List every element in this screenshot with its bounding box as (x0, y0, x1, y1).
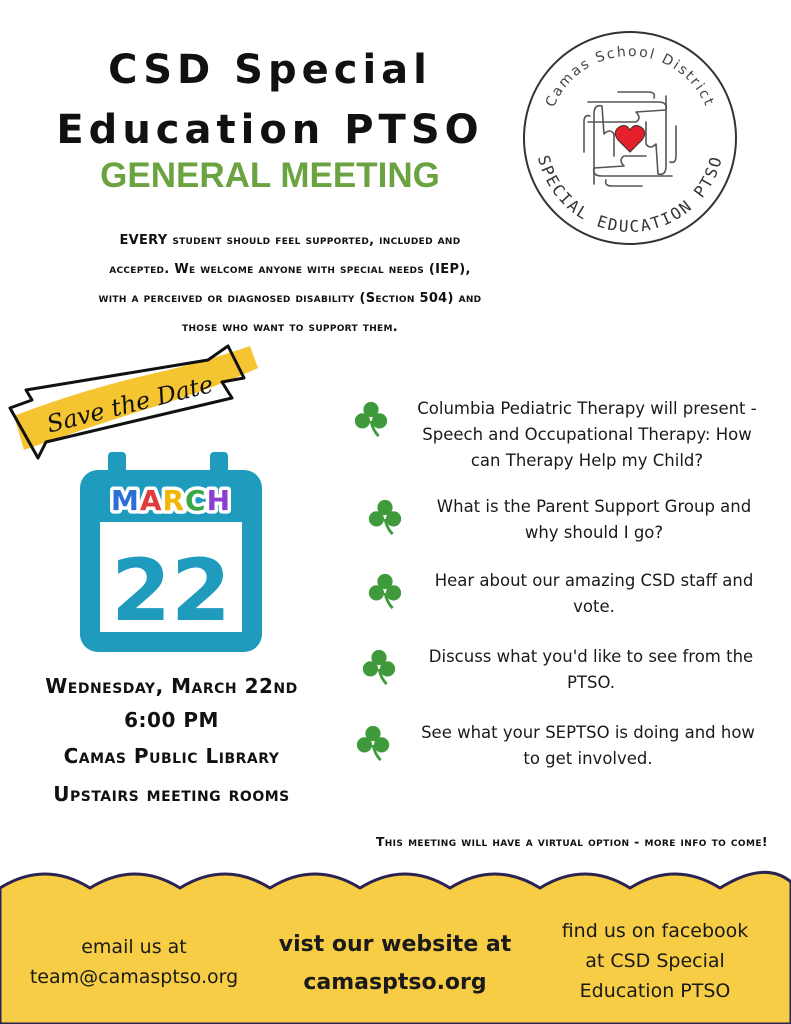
agenda-line: PTSO. (566, 673, 616, 692)
banner-text: Save the Date (43, 370, 217, 439)
website-label: vist our website at (278, 932, 512, 957)
agenda-line: can Therapy Help my Child? (470, 451, 704, 470)
save-the-date-banner (0, 338, 262, 468)
mission-statement (30, 226, 550, 342)
agenda-line: to get involved. (523, 749, 653, 768)
agenda-item (366, 568, 784, 620)
clover-icon (354, 724, 392, 762)
clover-icon (366, 498, 404, 536)
ptso-logo (518, 26, 742, 250)
agenda-line: why should I go? (524, 523, 664, 542)
agenda-line: Hear about our amazing CSD staff and (434, 571, 754, 590)
virtual-note: This meeting will have a virtual option - more info to come! (375, 834, 768, 849)
event-time: 6:00 PM (124, 708, 219, 732)
page-title-line1: CSD Special (108, 47, 432, 93)
event-date: Wednesday, March 22nd (45, 674, 298, 698)
footer-facebook (524, 916, 786, 1006)
calendar-month (111, 484, 231, 517)
event-location: Camas Public Library (63, 744, 280, 768)
facebook-line: find us on facebook (561, 920, 749, 942)
clover-icon (366, 572, 404, 610)
email-label: email us at (81, 936, 187, 958)
agenda-line: Discuss what you'd like to see from the (428, 647, 754, 666)
agenda-line: What is the Parent Support Group and (436, 497, 752, 516)
clover-icon (352, 400, 390, 438)
logo-bottom-text: SPECIAL EDUCATION PTSO (533, 153, 727, 237)
mission-line: those who want to support them. (182, 320, 398, 335)
facebook-line[interactable]: at CSD Special (585, 950, 725, 972)
agenda-item (352, 396, 784, 474)
event-room: Upstairs meeting rooms (53, 782, 290, 806)
footer-website (270, 926, 520, 1002)
footer-email (6, 932, 262, 992)
calendar-day: 22 (111, 541, 231, 641)
facebook-line[interactable]: Education PTSO (579, 980, 731, 1002)
mission-line: EVERY student should feel supported, included and (119, 233, 461, 248)
agenda-item (366, 494, 784, 546)
agenda-line: Speech and Occupational Therapy: How (422, 425, 752, 444)
agenda-line: See what your SEPTSO is doing and how (421, 723, 755, 742)
email-link[interactable]: team@camasptso.org (29, 966, 239, 988)
logo-top-text: Camas School District (542, 43, 718, 110)
agenda-item (354, 720, 784, 772)
calendar-icon (78, 450, 264, 654)
agenda-line: Columbia Pediatric Therapy will present - (417, 399, 757, 418)
agenda-line: vote. (573, 597, 615, 616)
page-title-line2: Education PTSO (56, 107, 484, 153)
mission-line: with a perceived or diagnosed disability (Section 504) and (98, 291, 482, 306)
clover-icon (360, 648, 398, 686)
website-link[interactable]: camasptso.org (303, 970, 487, 995)
agenda-item (360, 644, 784, 696)
mission-line: accepted. We welcome anyone with special needs (IEP), (109, 262, 471, 277)
svg-text:MARCH: MARCH (110, 484, 232, 517)
page-subtitle: GENERAL MEETING (100, 156, 440, 195)
